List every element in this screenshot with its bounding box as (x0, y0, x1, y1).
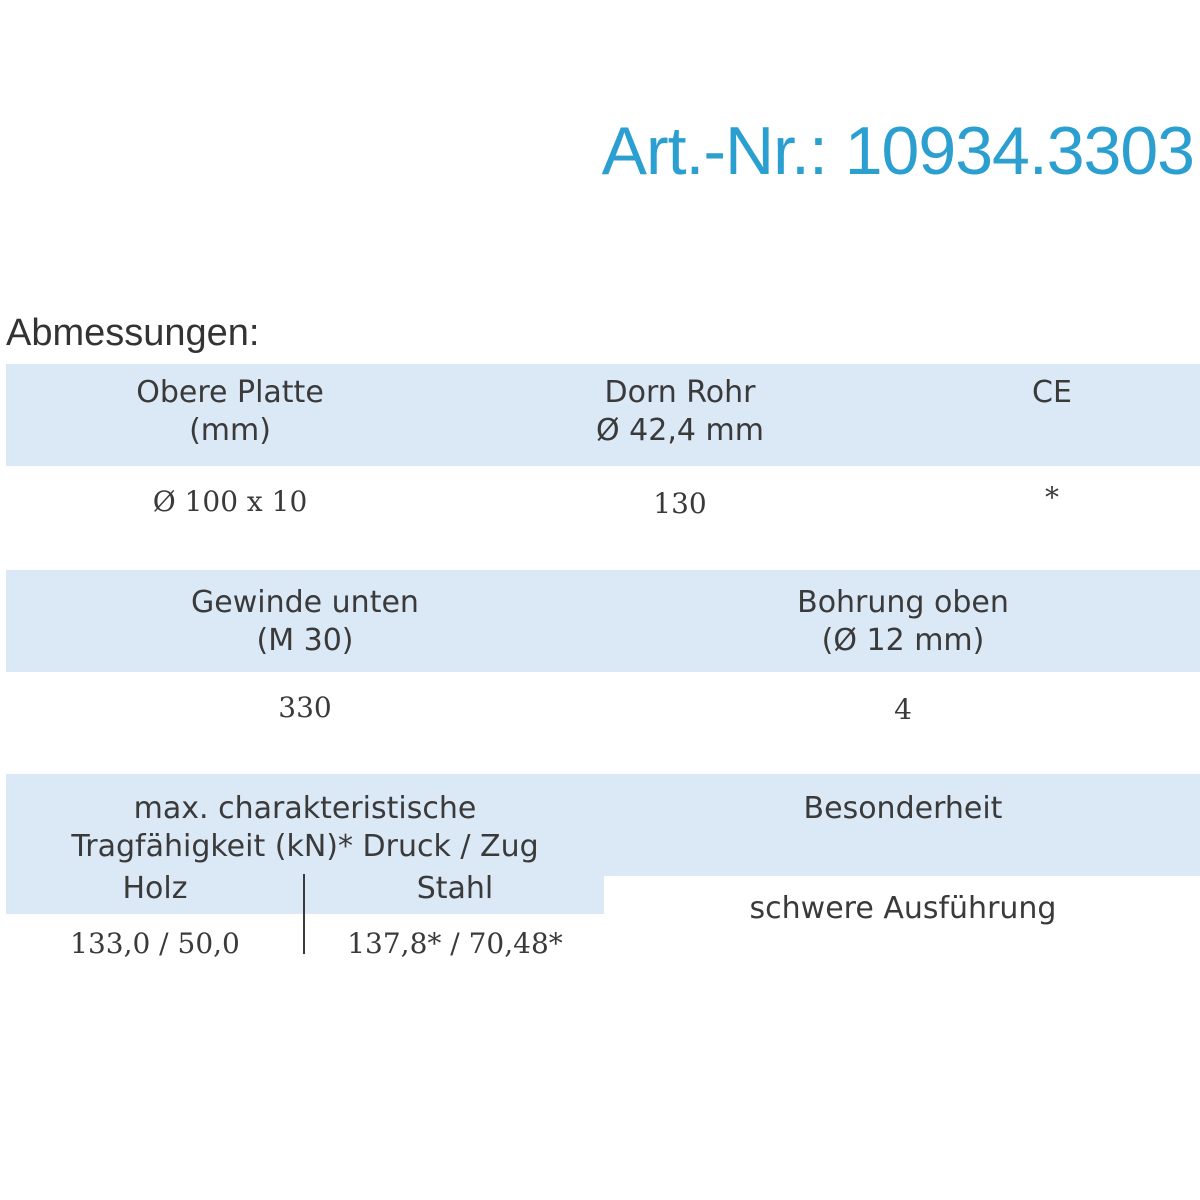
section-title: Abmessungen: (6, 312, 260, 354)
value-ce: * (1045, 481, 1059, 514)
header-load-capacity: max. charakteristische Tragfähigkeit (kN)* Druck / Zug (71, 791, 539, 864)
value-holz: 133,0 / 50,0 (70, 927, 240, 960)
header-stahl: Stahl (416, 871, 494, 906)
article-number: Art.-Nr.: 10934.3303 (601, 113, 1194, 189)
header-obere-platte: Obere Platte (mm) (136, 375, 324, 448)
header-dorn-rohr: Dorn Rohr Ø 42,4 mm (596, 375, 764, 448)
value-bohrung-oben: 4 (894, 693, 912, 726)
value-besonderheit: schwere Ausführung (749, 891, 1057, 926)
header-holz: Holz (122, 871, 188, 906)
header-ce: CE (1032, 375, 1072, 410)
header-bohrung-oben: Bohrung oben (Ø 12 mm) (797, 585, 1009, 658)
value-dorn-rohr: 130 (653, 487, 707, 520)
value-gewinde-unten: 330 (278, 691, 332, 724)
header-gewinde-unten: Gewinde unten (M 30) (191, 585, 419, 658)
value-obere-platte: Ø 100 x 10 (152, 485, 308, 518)
header-besonderheit: Besonderheit (803, 791, 1003, 826)
value-stahl: 137,8* / 70,48* (347, 927, 563, 960)
